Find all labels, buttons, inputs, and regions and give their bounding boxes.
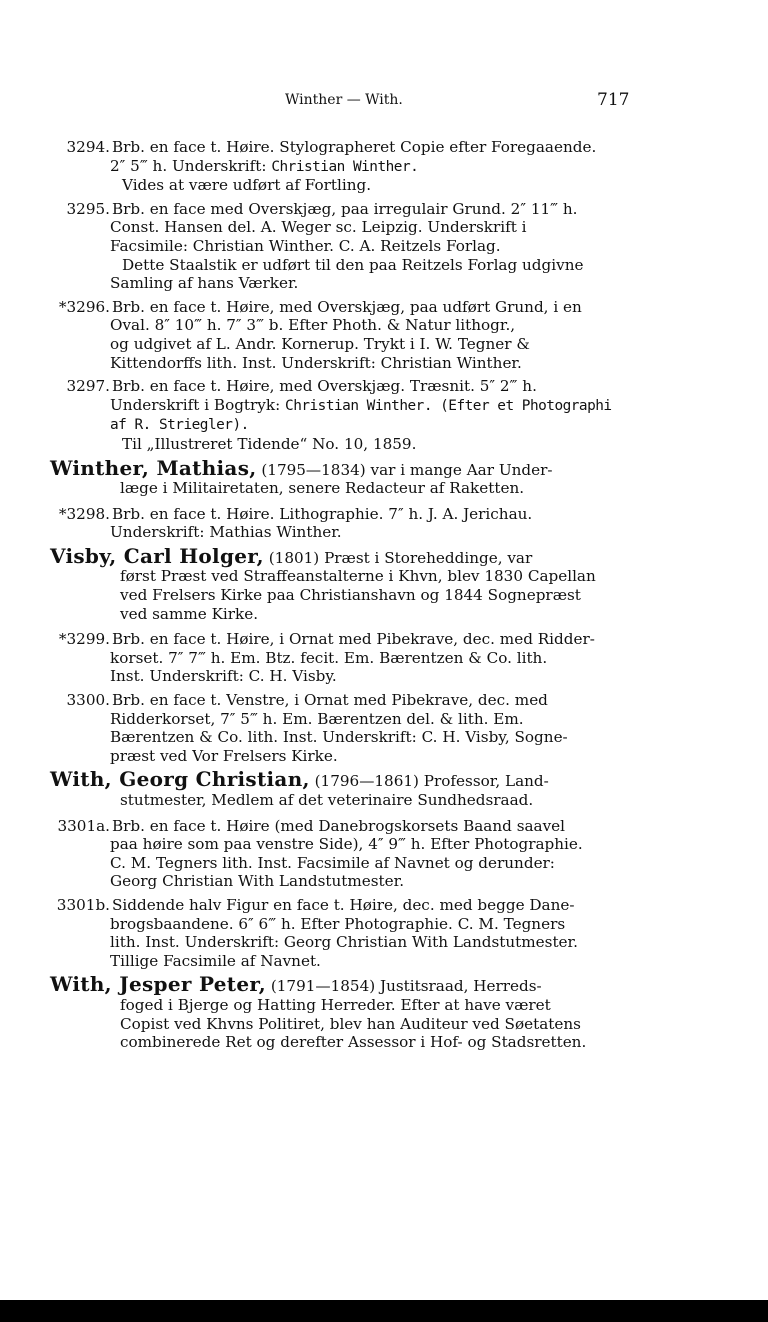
entry-line: Brb. en face t. Høire, med Overskjæg. Træsnit. 5″ 2‴ h. (112, 377, 537, 396)
page-number: 717 (597, 90, 630, 110)
entry-number: 3301a. (57, 816, 110, 835)
entry-line: Brb. en face t. Høire (med Danebrogskorsets Baand saavel (112, 816, 566, 835)
header-title: Winther — With. (285, 92, 403, 108)
entry-line (110, 415, 646, 435)
entry-line: præst ved Vor Frelsers Kirke. (110, 746, 338, 765)
scan-edge (0, 1300, 768, 1322)
catalogue-entry (0, 298, 768, 372)
entry-line: Underskrift: Mathias Winther. (110, 523, 342, 542)
entry-line: Brb. en face med Overskjæg, paa irregulair Grund. 2″ 11‴ h. (112, 199, 578, 218)
catalogue-entry (0, 505, 768, 542)
catalogue-entry (0, 200, 768, 293)
entry-line: Tillige Facsimile af Navnet. (110, 951, 321, 970)
person-heading: With, Jesper Peter, (1791—1854) Justitsraad, Herreds- foged i Bjerge og Hatting Herreder. Efter at have været Copist ved Khvns Politiret, blev han Auditeur ved Søetatens combinerede Ret og derefter Assessor i Hof- og Stadsretten. (0, 975, 768, 1051)
biography-line: ved Frelsers Kirke paa Christianshavn og 1844 Sognepræst (120, 586, 581, 605)
entry-line: Samling af hans Værker. (110, 274, 299, 293)
entry-line: Dette Staalstik er udført til den paa Reitzels Forlag udgivne (122, 255, 584, 274)
catalogue-body (0, 138, 768, 1059)
catalogue-entry (0, 817, 768, 891)
entry-line: lith. Inst. Underskrift: Georg Christian With Landstutmester. (110, 933, 578, 952)
entry-number: 3294. (66, 138, 110, 156)
entry-line: Brb. en face t. Høire, i Ornat med Pibekrave, dec. med Ridder- (112, 630, 595, 649)
entry-line: Bærentzen & Co. lith. Inst. Underskrift: C. H. Visby, Sogne- (110, 728, 568, 747)
biography-line: combinerede Ret og derefter Assessor i Hof- og Stadsretten. (120, 1033, 587, 1052)
biography-line: ved samme Kirke. (120, 604, 259, 623)
person-heading: Winther, Mathias, (1795—1834) var i mange Aar Under- læge i Militairetaten, senere Redacteur af Raketten. (0, 459, 768, 498)
entry-number: *3296. (58, 297, 110, 316)
entry-line: Til „Illustreret Tidende“ No. 10, 1859. (122, 434, 417, 453)
catalogue-entry (0, 630, 768, 686)
entry-line: Const. Hansen del. A. Weger sc. Leipzig. Underskrift i (110, 218, 527, 237)
entry-line: Ridderkorset, 7″ 5‴ h. Em. Bærentzen del. & lith. Em. (110, 709, 524, 728)
entry-line: korset. 7″ 7‴ h. Em. Btz. fecit. Em. Bærentzen & Co. lith. (110, 648, 548, 667)
entry-number: 3300. (66, 691, 110, 710)
biography-line: stutmester, Medlem af det veterinaire Sundhedsraad. (120, 791, 534, 809)
entry-line: Georg Christian With Landstutmester. (110, 872, 405, 891)
entry-line: Underskrift i Bogtryk: Christian Winther. (Efter et Photographi (110, 395, 612, 414)
entry-line: paa høire som paa venstre Side), 4″ 9‴ h. Efter Photographie. (110, 835, 583, 854)
entry-line: Oval. 8″ 10‴ h. 7″ 3‴ b. Efter Photh. & Natur lithogr., (110, 316, 516, 335)
fraktur-text: Christian Winther. (Efter et Photographi (285, 397, 612, 414)
person-heading: Visby, Carl Holger, (1801) Præst i Storeheddinge, var først Præst ved Straffeanstalterne i Khvn, blev 1830 Capellan ved Frelsers Kirke paa Christianshavn og 1844 Sognepræst ved samme Kirke. (0, 547, 768, 623)
catalogue-entry (0, 896, 768, 970)
entry-line: Inst. Underskrift: C. H. Visby. (110, 667, 337, 686)
biography-line: Copist ved Khvns Politiret, blev han Auditeur ved Søetatens (120, 1014, 581, 1033)
catalogue-entry (0, 138, 768, 195)
entry-line: Brb. en face t. Høire. Lithographie. 7″ h. J. A. Jerichau. (112, 504, 533, 523)
entry-line: Siddende halv Figur en face t. Høire, dec. med begge Dane- (112, 895, 575, 914)
person-heading: With, Georg Christian, (1796—1861) Professor, Land- stutmester, Medlem af det veterinaire Sundhedsraad. (0, 770, 768, 809)
biography-line: foged i Bjerge og Hatting Herreder. Efter at have været (120, 995, 551, 1014)
catalogue-entry (0, 691, 768, 765)
person-name: With, Georg Christian, (50, 767, 310, 792)
entry-line: Kittendorffs lith. Inst. Underskrift: Christian Winther. (110, 353, 522, 372)
entry-number: 3295. (66, 199, 110, 218)
biography-line: læge i Militairetaten, senere Redacteur af Raketten. (120, 479, 525, 498)
entry-line: Brb. en face t. Høire. Stylographeret Copie efter Foregaaende. (112, 138, 597, 156)
entry-line: Brb. en face t. Høire, med Overskjæg, paa udført Grund, i en (112, 297, 582, 316)
person-name: Winther, Mathias, (50, 455, 257, 480)
entry-line: Brb. en face t. Venstre, i Ornat med Pibekrave, dec. med (112, 691, 548, 710)
entry-line: 2″ 5‴ h. Underskrift: Christian Winther. (110, 156, 419, 175)
running-header (0, 92, 768, 112)
entry-line: Facsimile: Christian Winther. C. A. Reitzels Forlag. (110, 236, 501, 255)
entry-number: *3298. (58, 504, 110, 523)
entry-number: 3301b. (56, 895, 110, 914)
entry-line: brogsbaandene. 6″ 6‴ h. Efter Photographie. C. M. Tegners (110, 914, 566, 933)
person-name: With, Jesper Peter, (50, 972, 267, 997)
entry-number: *3299. (58, 630, 110, 649)
fraktur-text: af R. Striegler). (110, 417, 249, 434)
catalogue-entry (0, 377, 768, 453)
person-name: Visby, Carl Holger, (50, 543, 264, 568)
entry-number: 3297. (66, 377, 110, 396)
entry-line: C. M. Tegners lith. Inst. Facsimile af Navnet og derunder: (110, 853, 555, 872)
entry-line: Vides at være udført af Fortling. (122, 176, 372, 195)
entry-line: og udgivet af L. Andr. Kornerup. Trykt i I. W. Tegner & (110, 334, 530, 353)
biography-line: først Præst ved Straffeanstalterne i Khvn, blev 1830 Capellan (120, 567, 596, 586)
fraktur-text: Christian Winther. (271, 158, 419, 175)
